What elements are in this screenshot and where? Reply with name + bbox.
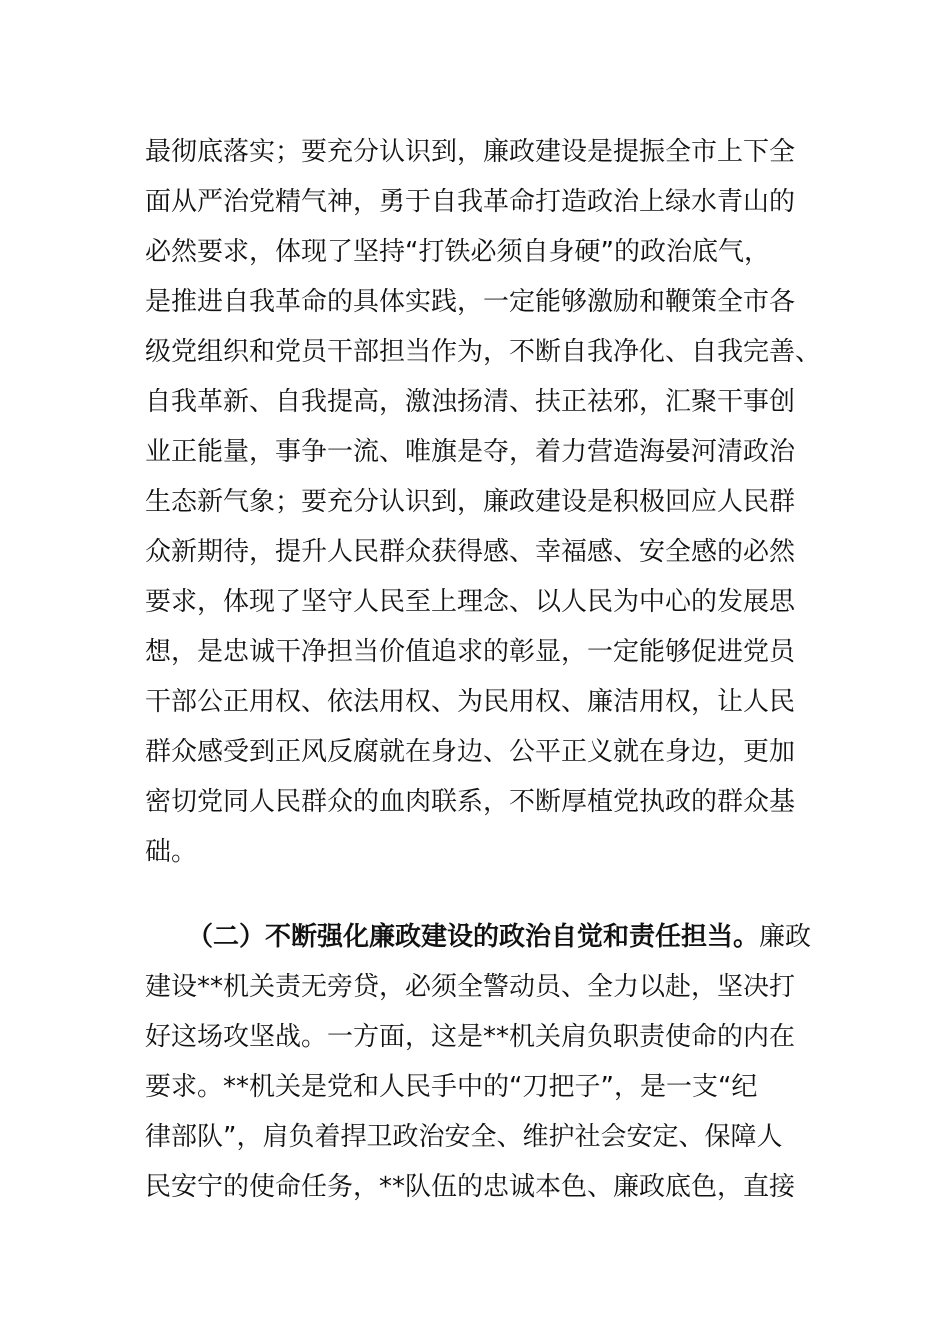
text-line: 自我革新、自我提高，激浊扬清、扶正祛邪，汇聚干事创 <box>145 387 796 417</box>
text-line: 群众感受到正风反腐就在身边、公平正义就在身边，更加 <box>145 737 796 767</box>
text-line: 密切党同人民群众的血肉联系，不断厚植党执政的群众基 <box>145 787 796 817</box>
text-line: 是推进自我革命的具体实践，一定能够激励和鞭策全市各 <box>145 287 796 317</box>
text-line: 础。 <box>145 837 198 867</box>
text-line: 干部公正用权、依法用权、为民用权、廉洁用权，让人民 <box>145 687 796 717</box>
body-text <box>145 127 822 1212</box>
text-line: 生态新气象；要充分认识到，廉政建设是积极回应人民群 <box>145 487 796 517</box>
text-line: 要求，体现了坚守人民至上理念、以人民为中心的发展思 <box>145 587 796 617</box>
text-line: 级党组织和党员干部担当作为，不断自我净化、自我完善、 <box>145 337 822 367</box>
text-line: 必然要求，体现了坚持“打铁必须自身硬”的政治底气， <box>145 237 770 267</box>
text-line: 想，是忠诚干净担当价值追求的彰显，一定能够促进党员 <box>145 637 796 667</box>
text-line: 面从严治党精气神，勇于自我革命打造政治上绿水青山的 <box>145 187 796 217</box>
text-line: 好这场攻坚战。一方面，这是**机关肩负职责使命的内在 <box>145 1022 796 1052</box>
text-line: 业正能量，事争一流、唯旗是夺，着力营造海晏河清政治 <box>145 437 796 467</box>
text-line: 律部队”，肩负着捍卫政治安全、维护社会安定、保障人 <box>145 1122 783 1152</box>
section-heading-line <box>145 912 812 962</box>
text-line: 民安宁的使命任务，**队伍的忠诚本色、廉政底色，直接 <box>145 1172 796 1202</box>
paragraph-spacer <box>145 877 805 912</box>
section-heading: （二）不断强化廉政建设的政治自觉和责任担当。 <box>187 922 760 952</box>
text-line: 要求。**机关是党和人民手中的“刀把子”，是一支“纪 <box>145 1072 758 1102</box>
heading-line-rest: 廉政 <box>759 922 812 952</box>
text-line: 众新期待，提升人民群众获得感、幸福感、安全感的必然 <box>145 537 796 567</box>
text-line: 建设**机关责无旁贷，必须全警动员、全力以赴，坚决打 <box>145 972 796 1002</box>
text-line: 最彻底落实；要充分认识到，廉政建设是提振全市上下全 <box>145 137 796 167</box>
